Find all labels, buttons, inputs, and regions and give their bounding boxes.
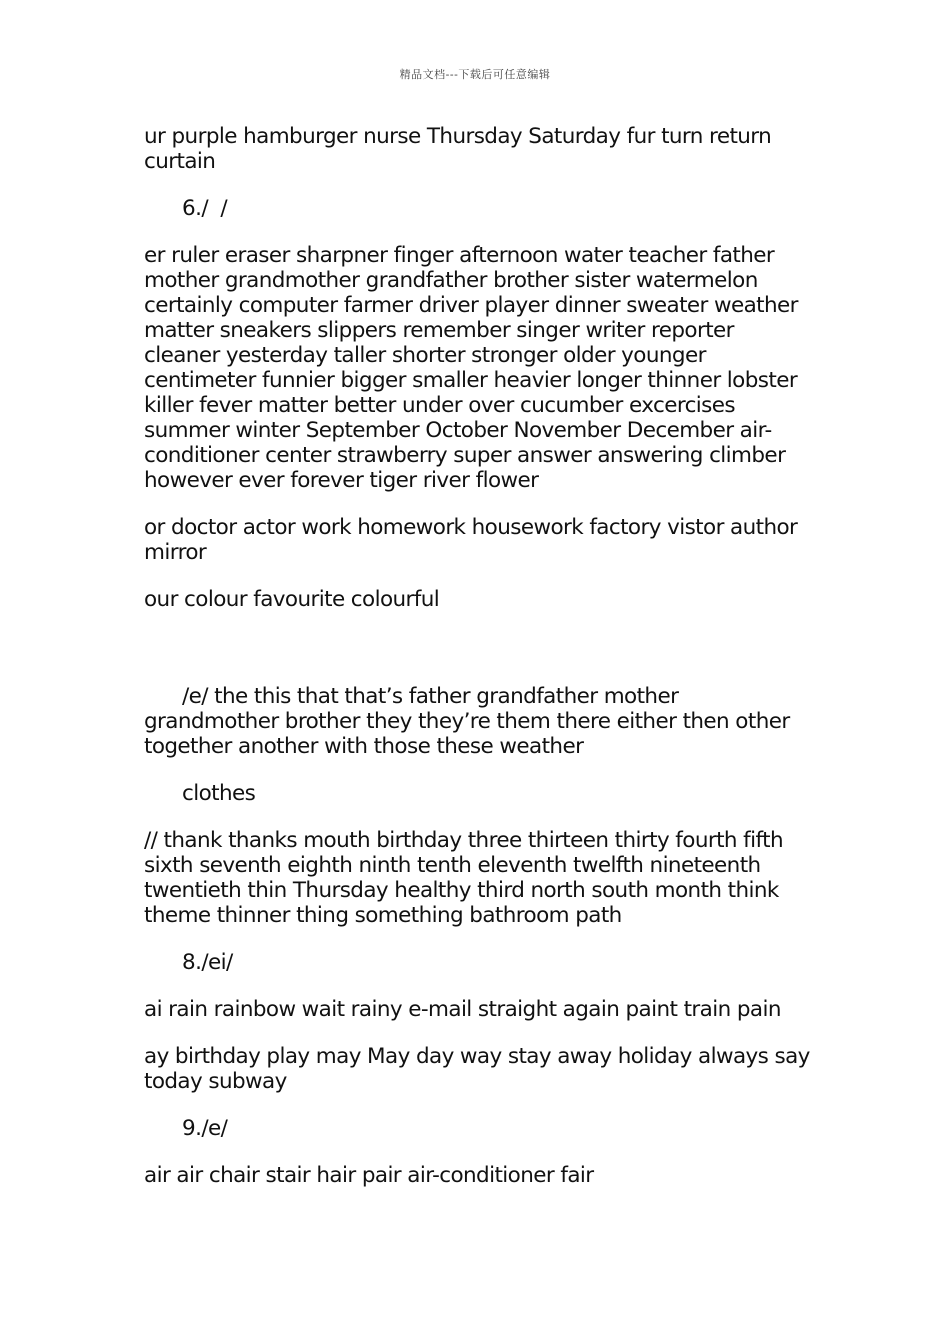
- paragraph-th-voiced-words: [144, 684, 814, 759]
- paragraph-clothes: clothes: [182, 781, 256, 806]
- paragraph-our-words: our colour favourite colourful: [144, 587, 440, 612]
- paragraph-air-words: air air chair stair hair pair air-conditioner fair: [144, 1163, 594, 1188]
- section-heading-8: 8./ei/: [182, 950, 233, 975]
- section-heading-9: 9./e/: [182, 1116, 228, 1141]
- page-header: 精品文档---下载后可任意编辑: [399, 68, 551, 81]
- paragraph-ay-words: ay birthday play may May day way stay away holiday always say today subway: [144, 1044, 817, 1094]
- paragraph-ur-words: ur purple hamburger nurse Thursday Saturday fur turn return curtain: [144, 124, 778, 174]
- document-body: [144, 124, 817, 1210]
- section-heading-6: 6./ /: [182, 196, 228, 221]
- paragraph-th-voiced-text: /e/ the this that that’s father grandfather mother grandmother brother they they’re them there either then other together another with those these weather: [144, 684, 796, 759]
- paragraph-th-voiceless-words: // thank thanks mouth birthday three thirteen thirty fourth fifth sixth seventh eighth ninth tenth eleventh twelfth nineteenth twentieth thin Thursday healthy third north south month think theme thinner thing something bathroom path: [144, 828, 790, 928]
- paragraph-ai-words: ai rain rainbow wait rainy e-mail straight again paint train pain: [144, 997, 781, 1022]
- paragraph-er-words: er ruler eraser sharpner finger afternoon water teacher father mother grandmother grandfather brother sister watermelon certainly computer farmer driver player dinner sweater weather matter sneakers slippers remember singer writer reporter cleaner yesterday taller shorter stronger older younger centimeter funnier bigger smaller heavier longer thinner lobster killer fever matter better under over cucumber excercises summer winter September October November December air-conditioner center strawberry super answer answering climber however ever forever tiger river flower: [144, 243, 805, 493]
- paragraph-or-words: or doctor actor work homework housework factory vistor author mirror: [144, 515, 804, 565]
